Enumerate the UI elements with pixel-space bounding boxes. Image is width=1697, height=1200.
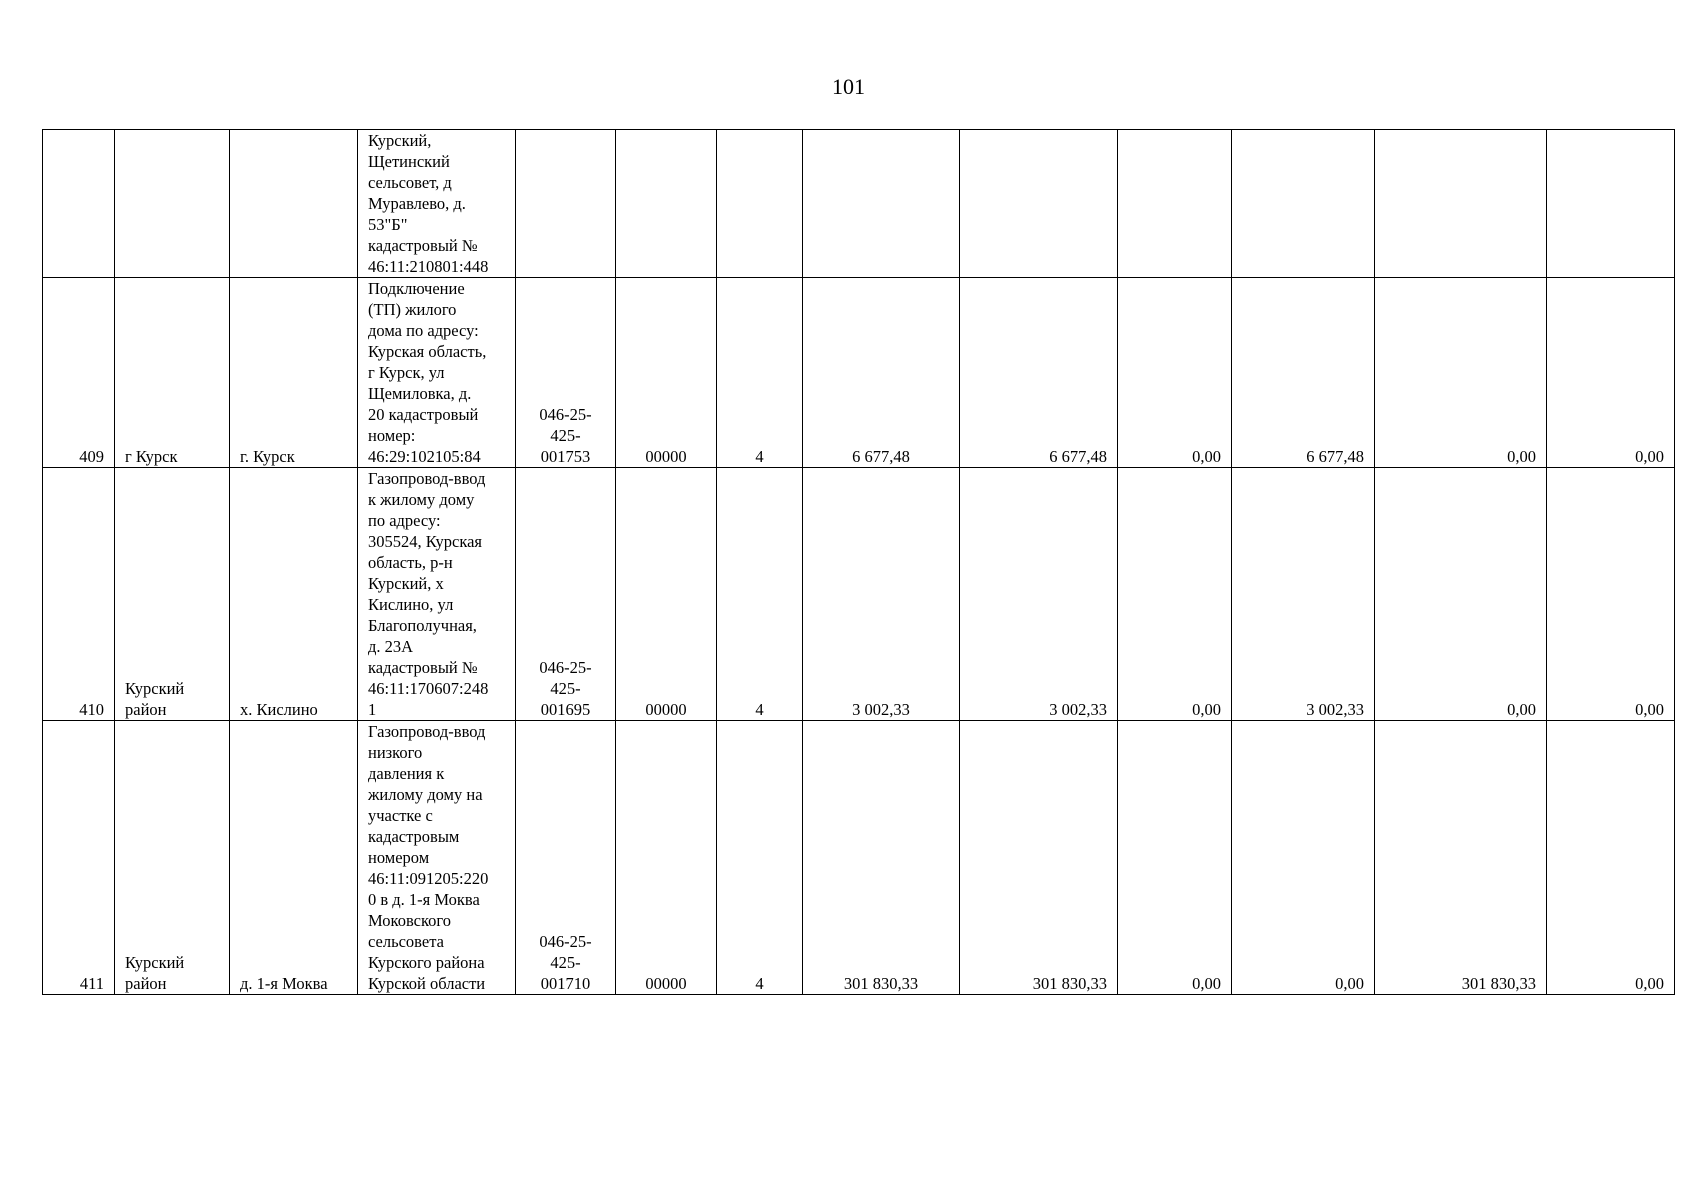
row-number-cell xyxy=(43,130,115,278)
locality-cell xyxy=(230,130,358,278)
amount-d-cell: 301 830,33 xyxy=(1375,721,1547,995)
amount-b-cell: 0,00 xyxy=(1118,721,1232,995)
description-cell: Подключение (ТП) жилого дома по адресу: Курская область, г Курск, ул Щемиловка, д. 20 кадастровый номер: 46:29:102105:84 xyxy=(358,278,516,468)
district-cell: г Курск xyxy=(115,278,230,468)
zeros-cell: 00000 xyxy=(616,278,717,468)
amount-e-cell: 0,00 xyxy=(1547,468,1675,721)
amount-total-cell: 301 830,33 xyxy=(803,721,960,995)
code-cell: 046-25- 425- 001710 xyxy=(516,721,616,995)
amount-c-cell: 3 002,33 xyxy=(1232,468,1375,721)
amount-b-cell: 0,00 xyxy=(1118,278,1232,468)
description-cell: Газопровод-ввод низкого давления к жилому дому на участке с кадастровым номером 46:11:091205:220 0 в д. 1-я Моква Моковского сельсовета Курского района Курской области xyxy=(358,721,516,995)
amount-a-cell: 6 677,48 xyxy=(960,278,1118,468)
table-row xyxy=(43,130,1675,278)
row-number-cell: 411 xyxy=(43,721,115,995)
qty-cell: 4 xyxy=(717,468,803,721)
row-number-cell: 409 xyxy=(43,278,115,468)
table-row xyxy=(43,468,1675,721)
amount-e-cell: 0,00 xyxy=(1547,278,1675,468)
row-number-cell: 410 xyxy=(43,468,115,721)
amount-a-cell: 3 002,33 xyxy=(960,468,1118,721)
district-cell xyxy=(115,130,230,278)
code-cell: 046-25- 425- 001753 xyxy=(516,278,616,468)
amount-b-cell xyxy=(1118,130,1232,278)
amount-e-cell: 0,00 xyxy=(1547,721,1675,995)
amount-total-cell: 6 677,48 xyxy=(803,278,960,468)
amount-a-cell: 301 830,33 xyxy=(960,721,1118,995)
amount-c-cell: 6 677,48 xyxy=(1232,278,1375,468)
zeros-cell: 00000 xyxy=(616,721,717,995)
amount-d-cell xyxy=(1375,130,1547,278)
amount-b-cell: 0,00 xyxy=(1118,468,1232,721)
data-table xyxy=(42,129,1675,995)
description-cell: Курский, Щетинский сельсовет, д Муравлево, д. 53"Б" кадастровый № 46:11:210801:448 xyxy=(358,130,516,278)
table-row xyxy=(43,721,1675,995)
qty-cell: 4 xyxy=(717,721,803,995)
code-cell xyxy=(516,130,616,278)
amount-total-cell: 3 002,33 xyxy=(803,468,960,721)
district-cell: Курский район xyxy=(115,721,230,995)
amount-total-cell xyxy=(803,130,960,278)
qty-cell: 4 xyxy=(717,278,803,468)
amount-c-cell xyxy=(1232,130,1375,278)
amount-a-cell xyxy=(960,130,1118,278)
amount-e-cell xyxy=(1547,130,1675,278)
zeros-cell: 00000 xyxy=(616,468,717,721)
locality-cell: х. Кислино xyxy=(230,468,358,721)
table-row xyxy=(43,278,1675,468)
description-cell: Газопровод-ввод к жилому дому по адресу: 305524, Курская область, р-н Курский, х Кислино, ул Благополучная, д. 23А кадастровый № 46:11:170607:248 1 xyxy=(358,468,516,721)
zeros-cell xyxy=(616,130,717,278)
page-number: 101 xyxy=(832,74,865,99)
qty-cell xyxy=(717,130,803,278)
amount-d-cell: 0,00 xyxy=(1375,468,1547,721)
district-cell: Курский район xyxy=(115,468,230,721)
locality-cell: д. 1-я Моква xyxy=(230,721,358,995)
amount-c-cell: 0,00 xyxy=(1232,721,1375,995)
amount-d-cell: 0,00 xyxy=(1375,278,1547,468)
locality-cell: г. Курск xyxy=(230,278,358,468)
code-cell: 046-25- 425- 001695 xyxy=(516,468,616,721)
